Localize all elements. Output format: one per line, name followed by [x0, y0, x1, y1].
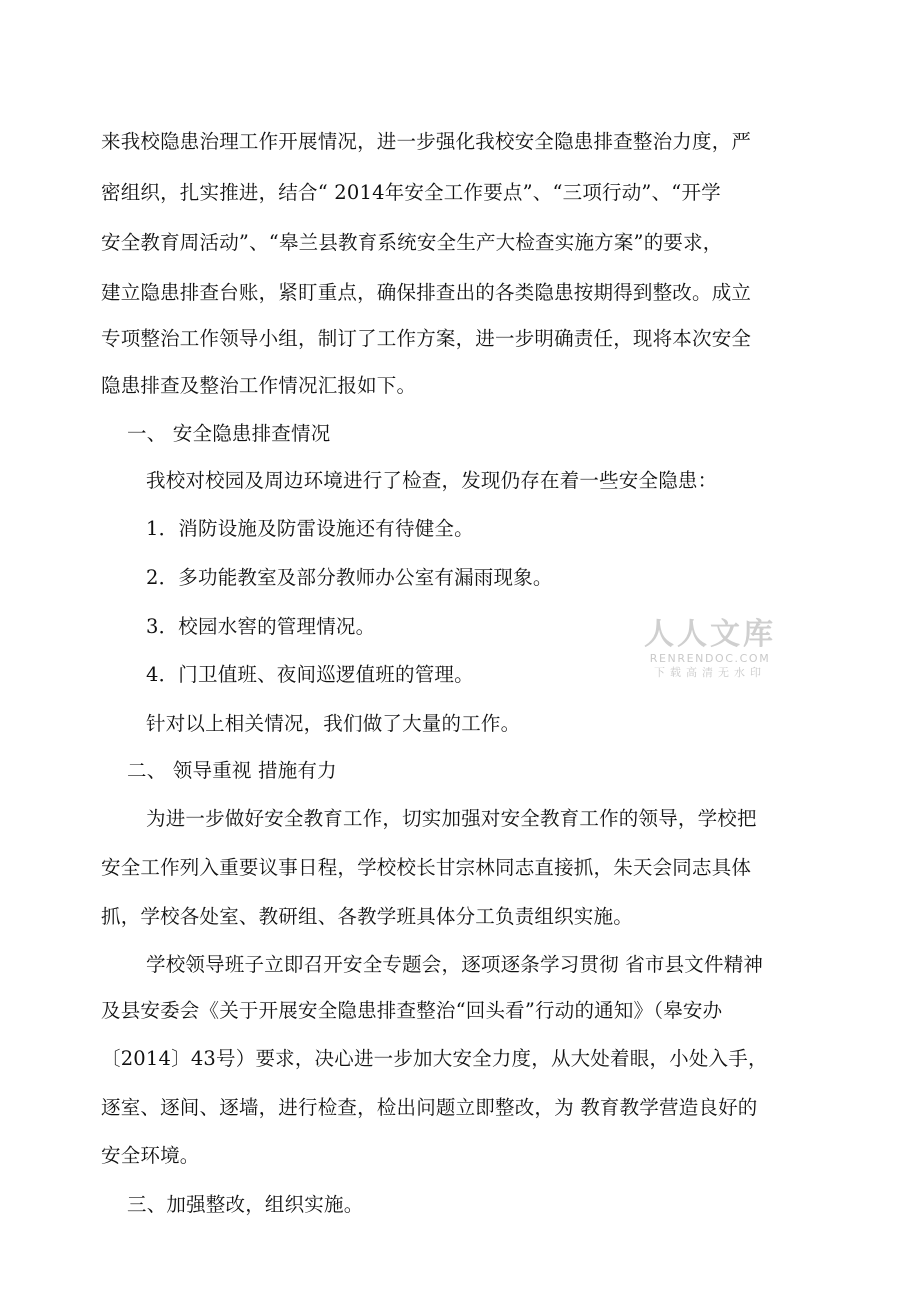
paragraph-line: 专项整治工作领导小组，制订了工作方案，进一步明确责任，现将本次安全 [101, 327, 752, 350]
paragraph-line: 来我校隐患治理工作开展情况，进一步强化我校安全隐患排查整治力度，严 [101, 130, 752, 153]
section1-intro: 我校对校园及周边环境进行了检查，发现仍存在着一些安全隐患： [146, 469, 718, 492]
paragraph-line: 抓，学校各处室、教研组、各教学班具体分工负责组织实施。 [101, 905, 633, 928]
section-heading-2: 二、 领导重视 措施有力 [127, 759, 337, 782]
paragraph-line: 及县安委会《关于开展安全隐患排查整治“回头看”行动的通知》（皋安办 [101, 999, 723, 1022]
paragraph-line: 〔2014〕43号）要求，决心进一步加大安全力度，从大处着眼，小处入手， [101, 1047, 768, 1070]
paragraph-line: 安全工作列入重要议事日程，学校校长甘宗林同志直接抓，朱天会同志具体 [101, 856, 752, 879]
list-item: 3．校园水窖的管理情况。 [146, 615, 376, 638]
section1-closing: 针对以上相关情况，我们做了大量的工作。 [146, 712, 521, 735]
watermark-subtitle: 下载高清无水印 [654, 666, 766, 679]
paragraph-line: 建立隐患排查台账，紧盯重点，确保排查出的各类隐患按期得到整改。成立 [101, 281, 752, 304]
watermark-title: 人人文库 [644, 617, 776, 652]
paragraph-line: 隐患排查及整治工作情况汇报如下。 [101, 374, 417, 397]
list-item: 1．消防设施及防雷设施还有待健全。 [146, 517, 474, 540]
paragraph-line: 逐室、逐间、逐墙，进行检查，检出问题立即整改，为 教育教学营造良好的 [101, 1096, 758, 1119]
watermark [640, 618, 780, 680]
paragraph-line: 安全教育周活动”、“皋兰县教育系统安全生产大检查实施方案”的要求， [101, 231, 723, 254]
section-heading-3: 三、加强整改，组织实施。 [127, 1193, 364, 1216]
watermark-url: RENRENDOC.COM [649, 652, 771, 665]
paragraph-line: 安全环境。 [101, 1144, 200, 1167]
paragraph-line: 为进一步做好安全教育工作，切实加强对安全教育工作的领导，学校把 [146, 807, 757, 830]
list-item: 4．门卫值班、夜间巡逻值班的管理。 [146, 663, 474, 686]
paragraph-line: 密组织，扎实推进，结合“ 2014年安全工作要点”、“三项行动”、“开学 [101, 181, 721, 204]
list-item: 2．多功能教室及部分教师办公室有漏雨现象。 [146, 566, 553, 589]
paragraph-line: 学校领导班子立即召开安全专题会，逐项逐条学习贯彻 省市县文件精神 [146, 953, 764, 976]
section-heading-1: 一、 安全隐患排查情况 [127, 422, 331, 445]
